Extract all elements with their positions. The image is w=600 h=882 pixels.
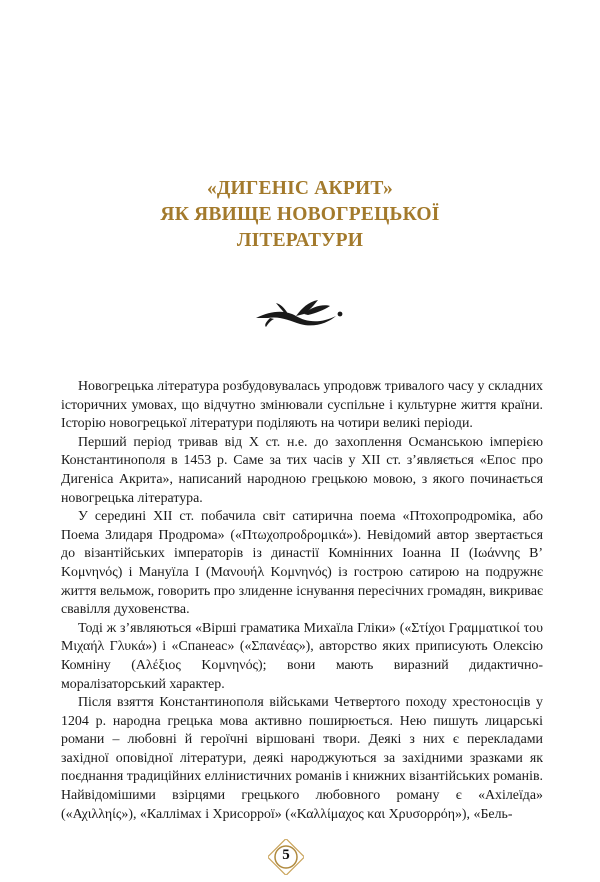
body-text xyxy=(61,378,543,824)
chapter-title-line-1: «ДИГЕНІС АКРИТ» xyxy=(206,178,393,199)
paragraph: Тоді ж з’являються «Вірші граматика Михаїла Гліки» («Στίχοι Γραμματικοί του Μιχαήλ Γλυκά») і «Спанеас» («Σπανέας»), авторство яких приписують Олексію Комніну (Αλέξιος Κομνηνός); вони мають виразний дидактично-моралізаторський характер. xyxy=(61,620,543,692)
paragraph: У середині ХІІ ст. побачила світ сатирична поема «Птохопродроміка, або Поема Злидаря Продрома» («Πτωχοπροδρομικά»). Невідомий автор звертається до візантійських імператорів із династії Комнінних Іоанна ІІ (Ιωάννης Β’ Κομνηνός) і Мануїла І (Μανουήλ Κομνηνός) із гострою сатирою на подружнє життя вельмож, говорить про злиденне існування пересічних громадян, викриває свавілля духовенства. xyxy=(61,509,543,618)
chapter-title-line-2: ЯК ЯВИЩЕ НОВОГРЕЦЬКОЇ xyxy=(160,204,440,225)
chapter-title xyxy=(0,176,600,254)
paragraph: Після взяття Константинополя військами Четвертого походу хрестоносців у 1204 р. народна грецька мова активно поширюється. Нею пишуть лицарські романи – любовні й героїчні віршовані твори. Деякі з них є перекладами західної оповідної літератури, деякі народжуються за західними зразками як поєднання традиційних еллінистичних романів і книжних візантійських романів. Найвідомішими взірцями грецького любовного роману є «Ахілеїда» («Αχιλληίς»), «Каллімах і Хрисоррої» («Καλλίμαχος και Χρυσορρόη»), «Бель- xyxy=(61,695,543,822)
flourish-leaf-icon xyxy=(250,296,350,330)
chapter-title-line-3: ЛІТЕРАТУРИ xyxy=(236,230,364,251)
page-number: 5 xyxy=(282,847,290,863)
page-number-badge xyxy=(268,839,304,875)
paragraph: Перший період тривав від Х ст. н.е. до захоплення Османською імперією Константинополя в 1453 р. Саме за тих часів у ХІІ ст. з’являється «Епос про Дигеніса Акрита», написаний народною грецькою мовою, з якого починається новогрецька література. xyxy=(61,434,543,506)
paragraph: Новогрецька література розбудовувалась упродовж тривалого часу у складних історичних умовах, що відчутно змінювали суспільне і культурне життя країни. Історію новогрецької літератури поділяють на чотири великі періоди. xyxy=(61,379,543,432)
